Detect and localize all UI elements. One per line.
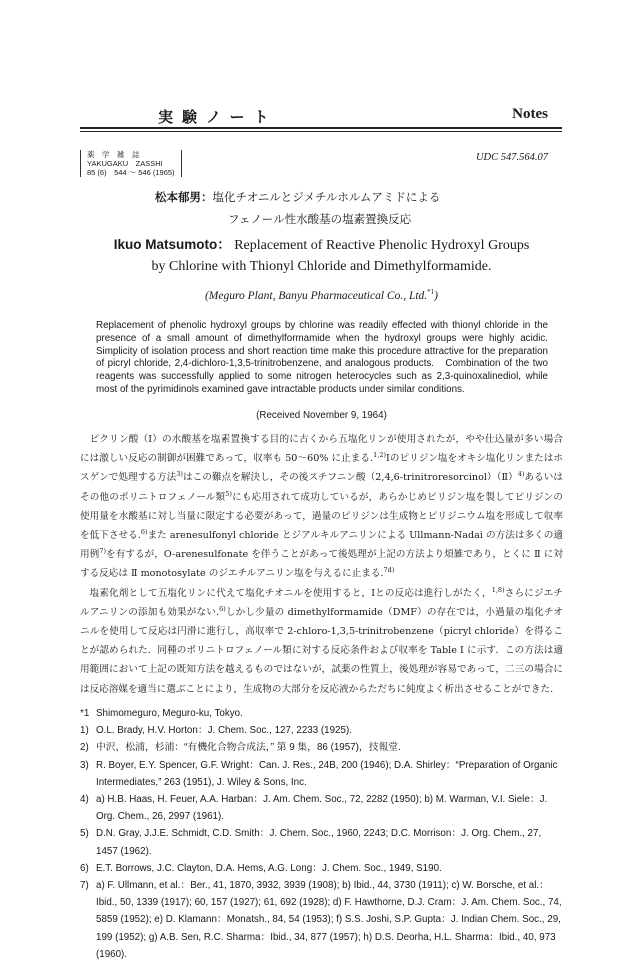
title-en-line1: Replacement of Reactive Phenolic Hydroxyl Groups [234,238,530,253]
footnote: 6) E.T. Borrows, J.C. Clayton, D.A. Hems, A.G. Long：J. Chem. Soc., 1949, S190. [80,862,442,874]
title-english [80,234,563,277]
title-japanese [155,186,440,230]
title-en-line2: by Chlorine with Thionyl Chloride and Dimethylformamide. [151,259,492,274]
journal-furigana: 薬 学 雑 誌 [87,150,140,159]
body-text [80,430,563,699]
section-heading-en: Notes [512,106,548,122]
footnote: 3) R. Boyer, E.Y. Spencer, G.F. Wright：Can. J. Res., 24B, 200 (1946); D.A. Shirley：“Preparation of Organic Intermediates,” 263 (1951), J. Wiley & Sons, Inc. [80,759,558,788]
paragraph-2: 塩素化剤として五塩化リンに代えて塩化チオニルを使用すると，Ⅰとの反応は進行しがたく，$^{1,8)}$さらにジエチルアニリンの添加も効果がない.$^{6)}$しかし少量の dimethylformamide（DMF）の存在では，小過量の塩化チオニルを使用して反応は円滑に進行し，高収率で 2-chloro-1,3,5-trinitrobenzene（picryl chloride）を得ることが認められた．同種のポリニトロフェノール類に対する反応条件および収率を Table Ⅰ に示す．この方法は適用範囲において上記の既知方法を越えるものではないが，試薬の性質上，後処理が容易であって，二三の場合には反応溶媒を適当に選ぶことにより，生成物の大部分を反応液からただちに純度よく析出させることができた. [80,585,564,695]
affiliation-mark: *1 [427,288,435,296]
abstract: Replacement of phenolic hydroxyl groups by chlorine was readily effected with thionyl chloride in the presence of a small amount of dimethylformamide when the hydroxyl groups were highly acidic. Simplicity of isolation process and short reaction time make this procedure attractive for the preparation of picryl chloride, 2,4-dichloro-1,3,5-trinitrobenzene, and analogous products. Combination of the two reagents was successfully applied to some nitrogen heterocycles such as 2,3-quinoxalinediol, while most of the pyrimidinols examined gave intractable products under similar conditions. [96,320,558,395]
author-jp: 松本郁男： [155,190,213,204]
received-date: (Received November 9, 1964) [256,410,387,421]
udc-number: UDC 547.564.07 [475,152,548,163]
header-rule [80,127,562,129]
affiliation: (Meguro Plant, Banyu Pharmaceutical Co., Ltd.$^{*1}$) [204,288,439,302]
header-rule-thin [80,131,562,132]
section-heading-jp: 実験ノート [158,109,278,126]
footnote: 4) a) H.B. Haas, H. Feuer, A.A. Harban：J. Am. Chem. Soc., 72, 2282 (1950); b) M. Warman, V.I. Siele：J. Org. Chem., 26, 2997 (1961). [80,794,548,823]
footnote: *1 Shimomeguro, Meguro-ku, Tokyo. [80,708,243,719]
journal-citation [80,150,182,177]
title-jp-line1: 塩化チオニルとジメチルホルムアミドによる [212,190,441,204]
title-jp-line2: フェノール性水酸基の塩素置換反応 [228,212,412,226]
footnote: 5) D.N. Gray, J.J.E. Schmidt, C.D. Smith：J. Chem. Soc., 1960, 2243; D.C. Morrison：J. Org. Chem., 27, 1457 (1962). [80,828,542,857]
paragraph-1: ピクリン酸（Ⅰ）の水酸基を塩素置換する目的に古くから五塩化リンが使用されたが，やや仕込量が多い場合には激しい反応の制御が困難であって，収率も 50～60% に止まる.$^{1,2)}$Ⅰのピリジン塩をオキシ塩化リンまたはホスゲンで処理する方法$^{3)}$はこの難点を解決し，その後スチフニン酸（2,4,6-trinitroresorcinol）（Ⅱ）$^{4)}$あるいはその他のポリニトロフェノール類$^{5)}$にも応用されて成功しているが，あらかじめピリジン塩を製してピリジンの使用量を水酸基に対し当量に限定する必要があって，過量のピリジンは生成物とピリジニウム塩を形成して収率を低下させる.$^{6)}$また arenesulfonyl chloride とジアルキルアニリンによる Ullmann-Nadai の方法は多くの適用例$^{7)}$を有するが，O-arenesulfonate を伴うことがあって後処理が上記の方法より煩雑であり，とくに Ⅱ に対する反応は Ⅱ monotosylate のジエチルアニリン塩を与えるに止まる.$^{7d)}$ [80,434,564,580]
journal-name: YAKUGAKU ZASSHI [87,159,163,168]
footnotes [80,705,563,963]
footnote: 7) a) F. Ullmann, et al.：Ber., 41, 1870, 3932, 3939 (1908); b) Ibid., 44, 3730 (1911); c) W. Borsche, et al.：Ibid., 50, 1339 (1917); 60, 157 (1927); 61, 692 (1928); d) F. Hawthorne, D.J. Cram：J. Am. Chem. Soc., 74, 5859 (1952); e) D. Klamann：Monatsh., 84, 54 (1953); f) S.S. Joshi, S.P. Gupta：J. Indian Chem. Soc., 29, 199 (1952); g) A.B. Sen, R.C. Sharma：Ibid., 34, 877 (1957); h) D.S. Deorha, H.L. Sharma：Ibid., 40, 973 (1960). [80,880,562,960]
footnote: 2) 中沢，松浦，杉浦：“有機化合物合成法，” 第 9 集，86 (1957)，技報堂. [80,742,401,754]
author-en: Ikuo Matsumoto： [113,237,231,252]
footnote: 1) O.L. Brady, H.V. Horton：J. Chem. Soc., 127, 2233 (1925). [80,725,352,737]
journal-issue: 85 (6) 544 ～ 546 (1965) [87,168,175,177]
